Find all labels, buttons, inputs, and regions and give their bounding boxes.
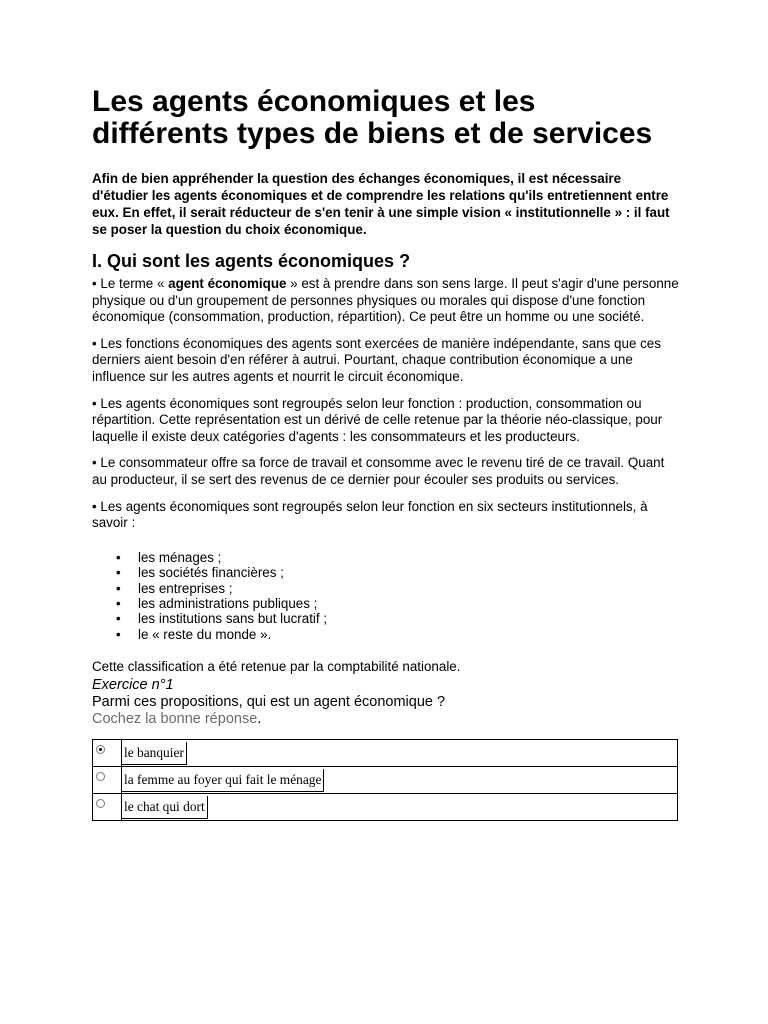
radio-cell[interactable]	[93, 740, 122, 767]
list-item: • les institutions sans but lucratif ;	[138, 611, 680, 626]
section-title: I. Qui sont les agents économiques ?	[92, 251, 411, 271]
answer-cell	[122, 794, 678, 821]
radio-button-banquier[interactable]	[96, 745, 105, 754]
list-item: • le « reste du monde ».	[138, 627, 680, 642]
list-item: • les administrations publiques ;	[138, 596, 680, 611]
answer-table	[92, 739, 678, 821]
answer-cell	[122, 740, 678, 767]
exercise-instruction	[92, 711, 680, 728]
document-page	[92, 86, 680, 821]
paragraph-agent-definition	[92, 276, 680, 326]
paragraph-sectors: • Les agents économiques sont regroupés selon leur fonction en six secteurs institutionnels, à savoir :	[92, 498, 648, 531]
instruction-text: Cochez la bonne réponse	[92, 711, 258, 728]
intro-paragraph: Afin de bien appréhender la question des échanges économiques, il est nécessaire d'étudier les agents économiques et de comprendre les relations qu'ils entretiennent entre eux. En effet, il serait réducteur de s'en tenir à une simple vision « institutionnelle » : il faut se poser la question du choix économique.	[92, 171, 670, 237]
answer-cell	[122, 767, 678, 794]
answer-row[interactable]	[93, 740, 678, 767]
list-item: • les entreprises ;	[138, 581, 680, 596]
exercise-question: Parmi ces propositions, qui est un agent économique ?	[92, 694, 446, 711]
radio-button-femme-au-foyer[interactable]	[96, 772, 105, 781]
radio-cell[interactable]	[93, 767, 122, 794]
answer-row[interactable]	[93, 767, 678, 794]
classification-note: Cette classification a été retenue par la comptabilité nationale.	[92, 659, 461, 675]
instruction-period: .	[257, 711, 262, 728]
bold-term: agent économique	[168, 276, 287, 291]
paragraph-grouping: • Les agents économiques sont regroupés selon leur fonction : production, consommation ou répartition. Cette représentation est un dérivé de celle retenue par la théorie néo-classique, pour laquelle il existe deux catégories d'agents : les consommateurs et les producteurs.	[92, 395, 663, 444]
radio-cell[interactable]	[93, 794, 122, 821]
paragraph-text: » est à prendre dans son sens large. Il peut s'agir d'une personne physique ou d'un groupement de personnes physiques ou morales qui dispose d'une fonction économique (consommation, production, répartition). Ce peut être un homme ou une société.	[92, 276, 679, 325]
radio-button-chat[interactable]	[96, 799, 105, 808]
sector-list	[92, 550, 680, 642]
paragraph-consumer: • Le consommateur offre sa force de travail et consomme avec le revenu tiré de ce travail. Quant au producteur, il se sert des revenus de ce dernier pour écouler ses produits ou services.	[92, 455, 665, 487]
page-title: Les agents économiques et les différents types de biens et de services	[92, 85, 653, 150]
answer-label[interactable]: le chat qui dort	[122, 796, 208, 819]
answer-label[interactable]: la femme au foyer qui fait le ménage	[122, 769, 324, 792]
paragraph-text: • Le terme «	[92, 276, 169, 291]
exercise-title: Exercice n°1	[92, 677, 174, 694]
answer-label[interactable]: le banquier	[122, 742, 187, 765]
paragraph-functions: • Les fonctions économiques des agents sont exercées de manière indépendante, sans que ces derniers aient besoin d'en référer à autrui. Pourtant, chaque contribution économique a une influence sur les autres agents et nourrit le circuit économique.	[92, 335, 661, 384]
list-item: • les sociétés financières ;	[138, 565, 680, 580]
list-item: • les ménages ;	[138, 550, 680, 565]
answer-row[interactable]	[93, 794, 678, 821]
